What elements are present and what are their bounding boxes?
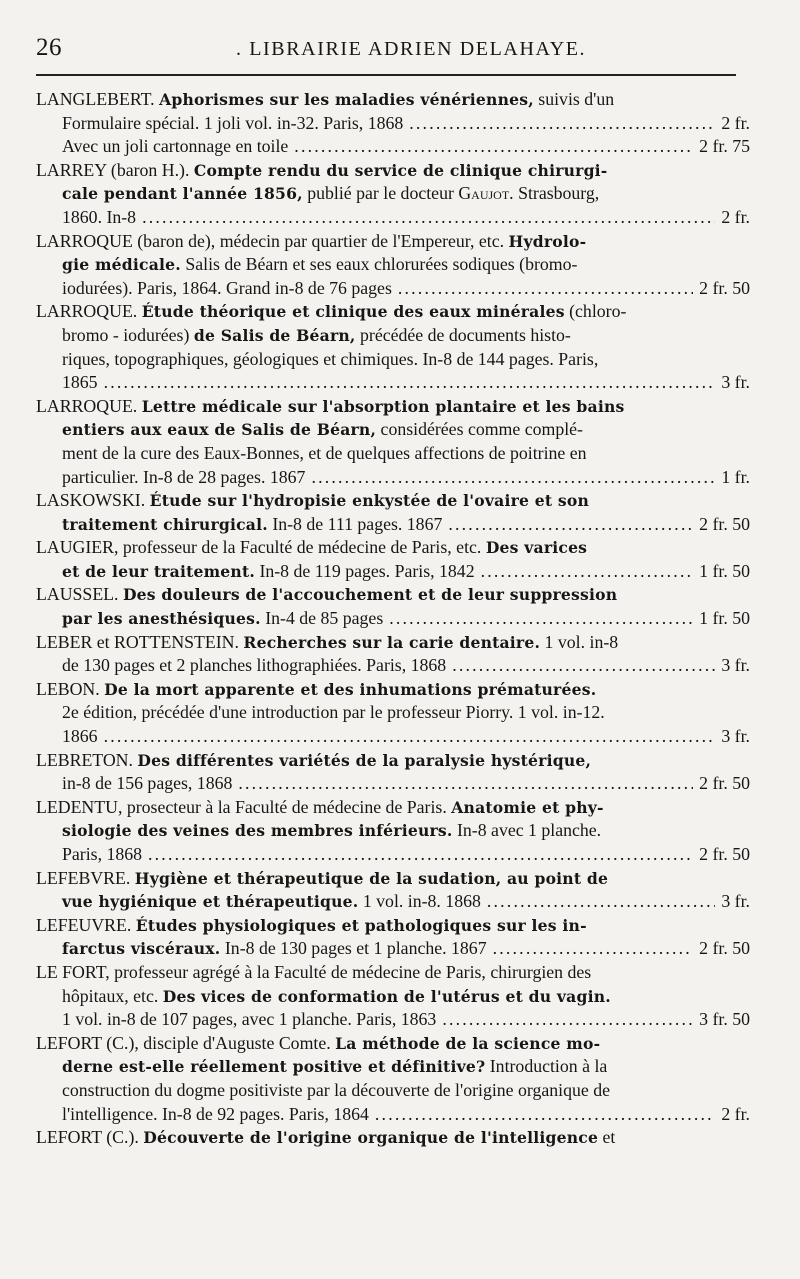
entry-line xyxy=(36,914,750,938)
entry-line xyxy=(36,867,750,891)
entry-line xyxy=(36,843,750,867)
entry-text: In-8 de 130 pages et 1 planche. 1867 xyxy=(220,938,487,959)
entry-text: 1866 xyxy=(62,726,98,747)
page-header xyxy=(36,34,736,70)
entry-title-text: Anatomie et phy- xyxy=(451,797,604,817)
entry-price: 2 fr. xyxy=(721,1103,750,1124)
dot-leader xyxy=(442,1008,693,1032)
page-number: 26 xyxy=(36,34,62,61)
entry-text: LEBER et ROTTENSTEIN. xyxy=(36,631,244,652)
entry-text: 1860. In-8 xyxy=(62,206,137,227)
entry-line xyxy=(36,1008,750,1032)
entry-text: LASKOWSKI. xyxy=(36,490,150,511)
entry-price: 3 fr. xyxy=(721,726,750,747)
entry-text: LANGLEBERT. xyxy=(36,89,160,109)
catalog-entry xyxy=(36,961,750,1032)
entry-text: LEBRETON. xyxy=(36,749,138,770)
dot-leader xyxy=(487,890,715,914)
entry-text: LEFEUVRE. xyxy=(36,914,136,935)
entry-line xyxy=(36,395,750,419)
entry-title-text: Recherches sur la carie dentaire. xyxy=(243,632,541,652)
entry-text: . Strasbourg, xyxy=(509,183,600,204)
entry-price: 2 fr. 50 xyxy=(699,277,750,298)
dot-leader xyxy=(389,607,693,631)
entry-line xyxy=(36,442,750,466)
entry-title-text: La méthode de la science mo- xyxy=(335,1033,601,1053)
entry-title-text: et de leur traitement. xyxy=(62,561,255,581)
entry-price: 2 fr. 50 xyxy=(699,938,750,959)
catalog-entries xyxy=(36,88,750,1150)
entry-line xyxy=(36,1055,750,1079)
dot-leader xyxy=(448,513,693,537)
entry-line xyxy=(36,536,750,560)
dot-leader xyxy=(452,654,715,678)
entry-text: Paris, 1868 xyxy=(62,844,143,864)
entry-title-text: siologie des veines des membres inférieurs. xyxy=(62,821,453,841)
entry-text: LARROQUE. xyxy=(36,301,142,322)
entry-text: publié par le docteur xyxy=(302,183,459,204)
entry-text: hôpitaux, etc. xyxy=(62,985,163,1006)
entry-text: particulier. In-8 de 28 pages. 1867 xyxy=(62,466,306,487)
entry-price: 1 fr. xyxy=(721,466,750,487)
entry-title-text: Lettre médicale sur l'absorption plantaire et les bains xyxy=(141,396,625,416)
entry-title-text: par les anesthésiques. xyxy=(62,609,261,629)
entry-price: 3 fr. xyxy=(721,372,750,393)
entry-line xyxy=(36,489,750,513)
dot-leader xyxy=(398,277,693,301)
dot-leader xyxy=(481,560,694,584)
catalog-entry xyxy=(36,678,750,749)
entry-title-text: gie médicale. xyxy=(62,255,181,275)
catalog-entry xyxy=(36,631,750,678)
entry-line xyxy=(36,607,750,631)
dot-leader xyxy=(493,937,694,961)
entry-line xyxy=(36,560,750,584)
entry-text: (chloro- xyxy=(564,301,627,322)
catalog-entry xyxy=(36,1032,750,1126)
catalog-entry xyxy=(36,300,750,394)
entry-line xyxy=(36,749,750,773)
entry-title-text: Découverte de l'origine organique de l'intelligence xyxy=(143,1128,599,1148)
entry-title-text: Des vices de conformation de l'utérus et du vagin. xyxy=(162,986,611,1006)
entry-title-text: De la mort apparente et des inhumations prématurées. xyxy=(104,679,597,699)
entry-text: LEFORT (C.), disciple d'Auguste Comte. xyxy=(36,1032,336,1053)
entry-line xyxy=(36,1079,750,1103)
entry-line xyxy=(36,230,750,254)
entry-text: LEDENTU, prosecteur à la Faculté de médecine de Paris. xyxy=(36,796,452,817)
entry-price: 2 fr. 50 xyxy=(699,773,750,794)
entry-title-text: farctus viscéraux. xyxy=(62,939,221,959)
entry-text: LARROQUE. xyxy=(36,395,142,416)
header-rule xyxy=(36,74,736,76)
entry-line xyxy=(36,277,750,301)
entry-line xyxy=(36,890,750,914)
entry-price: 2 fr. 75 xyxy=(699,136,750,157)
entry-line xyxy=(36,253,750,277)
entry-text: 1 vol. in-8. 1868 xyxy=(358,891,481,912)
entry-price: 1 fr. 50 xyxy=(699,608,750,629)
entry-text: considérées comme complé- xyxy=(376,419,583,440)
entry-text: in-8 de 156 pages, 1868 xyxy=(62,773,233,794)
entry-text: bromo - iodurées) xyxy=(62,324,194,345)
entry-line xyxy=(36,159,750,183)
entry-title-text: Des différentes variétés de la paralysie hystérique, xyxy=(137,750,592,770)
entry-text: Formulaire spécial. 1 joli vol. in-32. Paris, 1868 xyxy=(62,112,404,133)
entry-title-text: Compte rendu du service de clinique chirurgi- xyxy=(193,160,608,180)
catalog-entry xyxy=(36,867,750,914)
catalog-entry xyxy=(36,796,750,867)
entry-line xyxy=(36,1032,750,1056)
entry-line xyxy=(36,513,750,537)
dot-leader xyxy=(294,135,693,159)
entry-title-text: Hygiène et thérapeutique de la sudation, au point de xyxy=(134,868,609,888)
entry-text: LEFEBVRE. xyxy=(36,867,135,888)
catalog-entry xyxy=(36,230,750,301)
entry-text: LARREY (baron H.). xyxy=(36,159,194,180)
entry-title-text: Études physiologiques et pathologiques sur les in- xyxy=(135,915,587,935)
entry-line xyxy=(36,631,750,655)
entry-title-text: entiers aux eaux de Salis de Béarn, xyxy=(62,420,377,440)
entry-title-text: Hydrolo- xyxy=(508,231,587,251)
entry-title-text: Des varices xyxy=(485,538,588,558)
entry-text: de 130 pages et 2 planches lithographiées. Paris, 1868 xyxy=(62,655,447,676)
entry-title-text: Des douleurs de l'accouchement et de leur suppression xyxy=(122,585,618,605)
entry-line xyxy=(36,583,750,607)
entry-line xyxy=(36,654,750,678)
entry-price: 3 fr. xyxy=(721,891,750,912)
entry-text: 1865 xyxy=(62,372,98,393)
entry-text: riques, topographiques, géologiques et chimiques. In-8 de 144 pages. Paris, xyxy=(62,348,599,369)
entry-line xyxy=(36,324,750,348)
catalog-entry xyxy=(36,536,750,583)
entry-price: 2 fr. 50 xyxy=(699,844,750,864)
entry-text: In-8 de 111 pages. 1867 xyxy=(267,513,443,534)
entry-line xyxy=(36,135,750,159)
entry-title-text: cale pendant l'année 1856, xyxy=(62,184,303,204)
entry-price: 3 fr. xyxy=(721,655,750,676)
entry-text: LEBON. xyxy=(36,678,105,699)
catalog-entry xyxy=(36,749,750,796)
entry-price: 2 fr. 50 xyxy=(699,513,750,534)
dot-leader xyxy=(375,1103,715,1127)
entry-line xyxy=(36,466,750,490)
dot-leader xyxy=(104,725,716,749)
dot-leader xyxy=(311,466,715,490)
catalog-entry xyxy=(36,489,750,536)
entry-price: 2 fr. xyxy=(721,206,750,227)
entry-text: LEFORT (C.). xyxy=(36,1127,144,1148)
catalog-entry xyxy=(36,159,750,230)
entry-title-text: de Salis de Béarn, xyxy=(193,325,356,345)
entry-text: 2e édition, précédée d'une introduction par le professeur Piorry. 1 vol. in-12. xyxy=(62,702,605,723)
entry-line xyxy=(36,796,750,820)
entry-line xyxy=(36,1103,750,1127)
entry-line xyxy=(36,678,750,702)
entry-line xyxy=(36,348,750,372)
entry-line xyxy=(36,88,750,112)
entry-text: LAUSSEL. xyxy=(36,584,123,605)
entry-text: LARROQUE (baron de), médecin par quartier de l'Empereur, etc. xyxy=(36,230,509,251)
dot-leader xyxy=(142,206,715,230)
entry-line xyxy=(36,985,750,1009)
entry-price: 3 fr. 50 xyxy=(699,1009,750,1030)
entry-title-text: Étude théorique et clinique des eaux minérales xyxy=(141,302,565,322)
entry-text: 1 vol. in-8 de 107 pages, avec 1 planche. Paris, 1863 xyxy=(62,1009,437,1030)
dot-leader xyxy=(104,371,716,395)
entry-text: In-4 de 85 pages xyxy=(260,608,384,629)
entry-line xyxy=(36,725,750,749)
entry-line xyxy=(36,1126,750,1150)
entry-line xyxy=(36,937,750,961)
entry-text: In-8 avec 1 planche. xyxy=(452,820,602,841)
dot-leader xyxy=(238,772,693,796)
entry-line xyxy=(36,300,750,324)
entry-title-text: Aphorismes sur les maladies vénériennes, xyxy=(159,90,534,109)
entry-text: Salis de Béarn et ses eaux chlorurées sodiques (bromo- xyxy=(180,254,578,275)
catalog-entry xyxy=(36,1126,750,1150)
entry-line xyxy=(36,772,750,796)
entry-text: Introduction à la xyxy=(485,1056,608,1077)
entry-text: ment de la cure des Eaux-Bonnes, et de quelques affections de poitrine en xyxy=(62,442,587,463)
entry-text: construction du dogme positiviste par la découverte de l'origine organique de xyxy=(62,1079,611,1100)
entry-title-text: derne est-elle réellement positive et définitive? xyxy=(62,1057,486,1077)
entry-text: LAUGIER, professeur de la Faculté de médecine de Paris, etc. xyxy=(36,537,486,558)
entry-title-text: traitement chirurgical. xyxy=(62,514,268,534)
entry-text: 1 vol. in-8 xyxy=(540,631,619,652)
entry-text: iodurées). Paris, 1864. Grand in-8 de 76 pages xyxy=(62,277,392,298)
entry-line xyxy=(36,961,750,985)
entry-price: 1 fr. 50 xyxy=(699,560,750,581)
entry-line xyxy=(36,182,750,206)
entry-line xyxy=(36,112,750,136)
entry-line xyxy=(36,418,750,442)
dot-leader xyxy=(148,843,693,867)
catalog-entry xyxy=(36,914,750,961)
entry-line xyxy=(36,701,750,725)
catalog-entry xyxy=(36,88,750,159)
catalog-entry xyxy=(36,583,750,630)
entry-line xyxy=(36,819,750,843)
catalog-entry xyxy=(36,395,750,489)
entry-price: 2 fr. xyxy=(721,112,750,133)
entry-text: l'intelligence. In-8 de 92 pages. Paris, 1864 xyxy=(62,1103,369,1124)
entry-text: suivis d'un xyxy=(533,89,615,109)
entry-text: précédée de documents histo- xyxy=(355,324,571,345)
entry-text: LE FORT, professeur agrégé à la Faculté de médecine de Paris, chirurgien des xyxy=(36,961,592,982)
entry-text: Avec un joli cartonnage en toile xyxy=(62,136,289,157)
dot-leader xyxy=(409,112,715,136)
entry-title-text: Étude sur l'hydropisie enkystée de l'ovaire et son xyxy=(149,491,590,511)
entry-text: Gaujot xyxy=(458,183,510,204)
running-title: . LIBRAIRIE ADRIEN DELAHAYE. xyxy=(236,38,587,60)
entry-line xyxy=(36,371,750,395)
entry-title-text: vue hygiénique et thérapeutique. xyxy=(62,892,359,912)
entry-text: In-8 de 119 pages. Paris, 1842 xyxy=(255,560,475,581)
entry-text: et xyxy=(598,1127,616,1148)
entry-line xyxy=(36,206,750,230)
